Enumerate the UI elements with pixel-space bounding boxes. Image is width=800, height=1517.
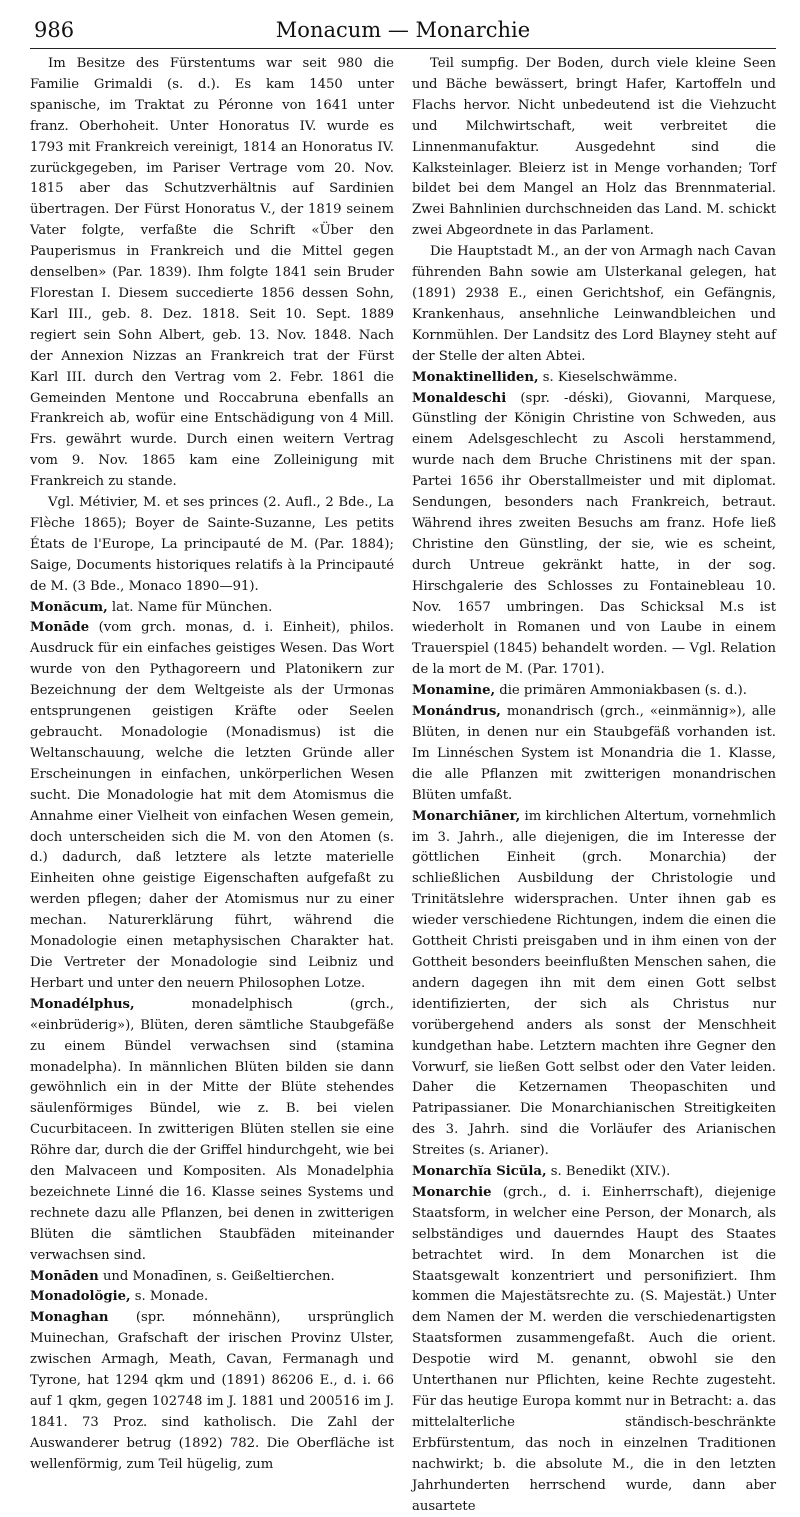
entry-headword: Monadélphus, <box>30 996 135 1012</box>
left-column <box>30 54 394 1472</box>
entry-headword: Monāde <box>30 620 90 636</box>
entry-headword: Monándrus, <box>412 704 501 720</box>
entry-text: monandrisch (grch., «einmännig»), alle Blüten, in denen nur ein Staubgefäß vorhanden ist. Im Linnéschen System ist Monandria die 1. Klasse, die alle Pflanzen mit zwitterigen monandrischen Blüten umfaßt. <box>412 704 776 803</box>
entry-text: Vgl. Métivier, M. et ses princes (2. Aufl., 2 Bde., La Flèche 1865); Boyer de Sainte-Suzanne, Les petits États de l'Europe, La principauté de M. (Par. 1884); Saige, Documents historiques relatifs à la Principauté de M. (3 Bde., Monaco 1890—91). <box>30 495 394 594</box>
right-column <box>412 54 776 1514</box>
page-header <box>30 14 776 49</box>
entry-headword: Monăcum, <box>30 599 108 615</box>
text-paragraph <box>30 493 394 598</box>
dictionary-entry <box>412 702 776 807</box>
dictionary-entry <box>30 618 394 994</box>
entry-text: und Monadīnen, s. Geißeltierchen. <box>102 1268 335 1284</box>
text-paragraph <box>30 54 394 493</box>
entry-text: monadelphisch (grch., «einbrüderig»), Blüten, deren sämtliche Staubgefäße zu einem Bündel verwachsen sind (stamina monadelpha). In männlichen Blüten bilden sie dann gewöhnlich ein in der Mitte der Blüte stehendes säulenförmiges Bündel, wie z. B. bei vielen Cucurbitaceen. In zwitterigen Blüten stellen sie eine Röhre dar, durch die der Griffel hindurchgeht, wie bei den Malvaceen und Kompositen. Als Monadelphia bezeichnete Linné die 16. Klasse seines Systems und rechnete dazu alle Pflanzen, bei denen in zwitterigen Blüten die sämtlichen Staubfäden miteinander verwachsen sind. <box>30 996 394 1263</box>
entry-headword: Monāden <box>30 1268 99 1284</box>
entry-text: lat. Name für München. <box>111 599 273 615</box>
dictionary-entry <box>30 1267 394 1288</box>
entry-headword: Monadolŏgie, <box>30 1289 131 1305</box>
entry-text: (vom grch. monas, d. i. Einheit), philos. Ausdruck für ein einfaches geistiges Wesen. Das Wort wurde von den Pythagoreern und Platonikern zur Bezeichnung der dem Weltgeiste als der Urmonas entsprungenen geistigen Kräfte oder Seelen gebraucht. Monadologie (Monadismus) ist die Weltanschauung, welche die letzten Gründe aller Erscheinungen in einfachen, unkörperlichen Wesen sucht. Die Monadologie hat mit dem Atomismus die Annahme einer Vielheit von einfachen Wesen gemein, doch unterscheiden sich die M. von den Atomen (s. d.) dadurch, daß letztere als letzte materielle Einheiten ohne geistige Eigenschaften aufgefaßt zu werden pflegen; daher der Atomismus nur zu einer mechan. Naturerklärung führt, während die Monadologie einen metaphysischen Charakter hat. Die Vertreter der Monadologie sind Leibniz und Herbart und unter den neuern Philosophen Lotze. <box>30 620 394 991</box>
entry-text: im kirchlichen Altertum, vornehmlich im 3. Jahrh., alle diejenigen, die im Interesse der göttlichen Einheit (grch. Monarchia) der schließlichen Ausbildung der Christologie und Trinitätslehre widersprachen. Unter ihnen gab es wieder verschiedene Richtungen, indem die einen die Gottheit Christi preisgaben und in ihm einen von der Gottheit besonders beeinflußten Menschen sahen, die andern dagegen ihn mit dem einen Gott selbst identifizierten, der sich als Christus nur vorübergehend anders als sonst der Menschheit kundgethan habe. Letztern machten ihre Gegner den Vorwurf, sie ließen Gott selbst oder den Vater leiden. Daher die Ketzernamen Theopaschiten und Patripassianer. Die Monarchianischen Streitigkeiten des 3. Jahrh. sind die Vorläufer des Arianischen Streites (s. Arianer). <box>412 808 776 1159</box>
entry-headword: Monaktinelliden, <box>412 369 539 385</box>
entry-headword: Monarchie <box>412 1184 492 1200</box>
entry-headword: Monaldeschi <box>412 390 507 406</box>
dictionary-entry <box>30 1308 394 1475</box>
page-number: 986 <box>34 18 75 42</box>
entry-headword: Monamine, <box>412 683 496 699</box>
entry-text: (spr. mónnehänn), ursprünglich Muinechan, Grafschaft der irischen Provinz Ulster, zwischen Armagh, Meath, Cavan, Fermanagh und Tyrone, hat 1294 qkm und (1891) 86206 E., d. i. 66 auf 1 qkm, gegen 102748 im J. 1881 und 200516 im J. 1841. 73 Proz. sind katholisch. Die Zahl der Auswanderer betrug (1892) 782. Die Oberfläche ist wellenförmig, zum Teil hügelig, zum <box>30 1310 394 1472</box>
text-paragraph <box>412 242 776 367</box>
entry-text: (grch., d. i. Einherrschaft), diejenige Staatsform, in welcher eine Person, der Monarch, als selbständiges und dauerndes Haupt des Staates betrachtet wird. In dem Monarchen ist die Staatsgewalt konzentriert und personifiziert. Ihm kommen die Majestätsrechte zu. (S. Majestät.) Unter dem Namen der M. werden die verschiedenartigsten Staatsformen zusammengefaßt. Auch die orient. Despotie wird M. genannt, obwohl sie den Unterthanen nur Pflichten, keine Rechte zugesteht. Für das heutige Europa kommt nur in Betracht: a. das mittelalterliche ständisch-beschränkte Erbfürstentum, das noch in einzelnen Traditionen nachwirkt; b. die absolute M., die in den letzten Jahrhunderten herrschend wurde, dann aber ausartete <box>412 1184 776 1514</box>
dictionary-entry <box>412 807 776 1162</box>
dictionary-entry <box>30 995 394 1267</box>
entry-text: s. Kieselschwämme. <box>542 369 678 385</box>
entry-text: (spr. -déski), Giovanni, Marquese, Günstling der Königin Christine von Schweden, aus einem Adelsgeschlecht zu Ascoli herstammend, wurde nach dem Bruche Christinens mit der span. Partei 1656 ihr Oberstallmeister und mit diplomat. Sendungen, besonders nach Frankreich, betraut. Während ihres zweiten Besuchs am franz. Hofe ließ Christine den Günstling, der sie, wie es scheint, durch Untreue gekränkt hatte, in der sog. Hirschgalerie des Schlosses zu Fontainebleau 10. Nov. 1657 umbringen. Das Schicksal M.s ist wiederholt in Romanen und von Laube in einem Trauerspiel (1845) behandelt worden. — Vgl. Relation de la mort de M. (Par. 1701). <box>412 390 776 678</box>
dictionary-entry <box>412 1162 776 1183</box>
entry-text: die primären Ammoniakbasen (s. d.). <box>499 683 747 699</box>
dictionary-entry <box>30 1287 394 1308</box>
dictionary-entry <box>30 598 394 619</box>
entry-headword: Monarchiāner, <box>412 808 521 824</box>
entry-text: Im Besitze des Fürstentums war seit 980 die Familie Grimaldi (s. d.). Es kam 1450 unter spanische, im Traktat zu Péronne von 1641 unter franz. Oberhoheit. Unter Honoratus IV. wurde es 1793 mit Frankreich vereinigt, 1814 an Honoratus IV. zurückgegeben, im Pariser Vertrage vom 20. Nov. 1815 aber das Schutzverhältnis auf Sardinien übertragen. Der Fürst Honoratus V., der 1819 seinem Vater folgte, verfaßte die Schrift «Über den Pauperismus in Frankreich und die Mittel gegen denselben» (Par. 1839). Ihm folgte 1841 sein Bruder Florestan I. Diesem succedierte 1856 dessen Sohn, Karl III., geb. 8. Dez. 1818. Seit 10. Sept. 1889 regiert sein Sohn Albert, geb. 13. Nov. 1848. Nach der Annexion Nizzas an Frankreich trat der Fürst Karl III. durch den Vertrag vom 2. Febr. 1861 die Gemeinden Mentone und Roccabruna ebenfalls an Frankreich ab, wofür eine Entschädigung von 4 Mill. Frs. gewährt wurde. Durch einen weitern Vertrag vom 9. Nov. 1865 kam eine Zolleinigung mit Frankreich zu stande. <box>30 56 394 490</box>
entry-text: s. Benedikt (XIV.). <box>550 1164 671 1180</box>
entry-headword: Monaghan <box>30 1310 109 1326</box>
entry-text: s. Monade. <box>134 1289 209 1305</box>
entry-text: Teil sumpfig. Der Boden, durch viele kleine Seen und Bäche bewässert, bringt Hafer, Kartoffeln und Flachs hervor. Nicht unbedeutend ist die Viehzucht und Milchwirtschaft, weit verbreitet die Linnenmanufaktur. Ausgedehnt sind die Kalksteinlager. Bleierz ist in Menge vorhanden; Torf bildet bei dem Mangel an Holz das Brennmaterial. Zwei Bahnlinien durchschneiden das Land. M. schickt zwei Abgeordnete in das Parlament. <box>412 56 776 239</box>
text-paragraph <box>412 54 776 242</box>
entry-text: Die Hauptstadt M., an der von Armagh nach Cavan führenden Bahn sowie am Ulsterkanal gelegen, hat (1891) 2938 E., einen Gerichtshof, ein Gefängnis, Krankenhaus, ansehnliche Leinwandbleichen und Kornmühlen. Der Landsitz des Lord Blayney steht auf der Stelle der alten Abtei. <box>412 244 776 364</box>
running-head: Monacum — Monarchie <box>275 18 531 42</box>
text-columns <box>30 54 776 1514</box>
dictionary-entry <box>412 368 776 389</box>
dictionary-entry <box>412 389 776 682</box>
dictionary-entry <box>412 1183 776 1517</box>
entry-headword: Monarchĭa Sicŭla, <box>412 1164 547 1180</box>
dictionary-entry <box>412 681 776 702</box>
